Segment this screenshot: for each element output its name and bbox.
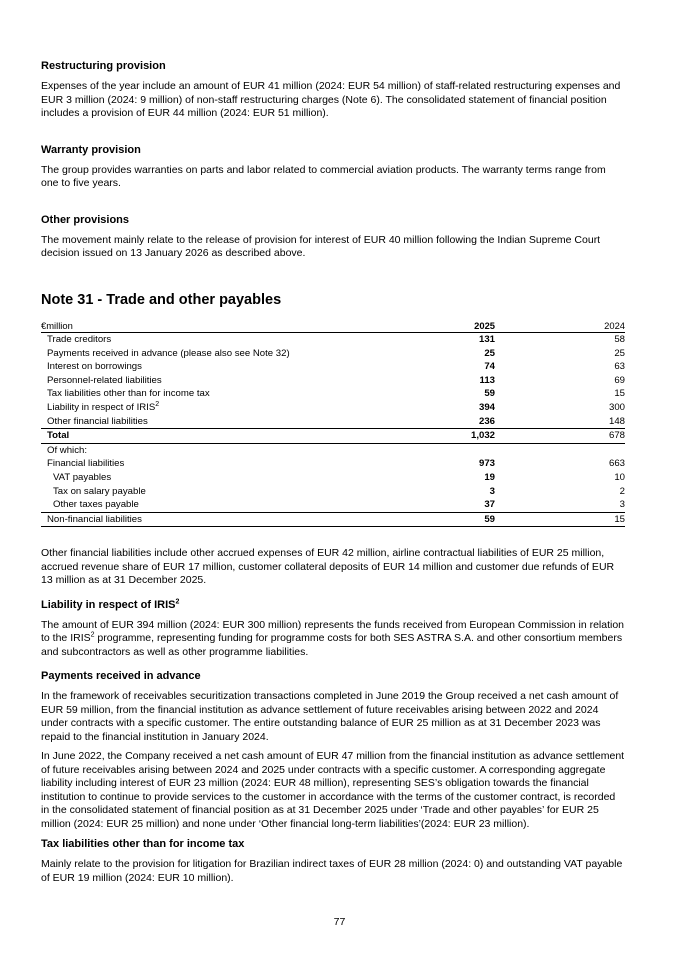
warranty-section [41,143,626,191]
row-2024: 2 [619,485,625,497]
row-2025: 74 [484,361,495,373]
table-row [41,333,625,347]
table-row [41,471,625,485]
row-2025: 37 [484,499,495,511]
table-header-row [41,319,625,333]
row-label: Payments received in advance (please also see Note 32) [47,347,290,359]
header-2025: 2025 [415,319,545,333]
empty-cell [415,443,545,457]
advance-section [41,669,626,831]
other-provisions-text: The movement mainly relate to the release of provision for interest of EUR 40 million following the Indian Supreme Court decision issued on 13 January 2026 as described above. [41,233,601,259]
table-row [41,387,625,401]
row-2025: 394 [478,402,495,414]
row-2025: 59 [484,388,495,400]
row-2024: 663 [608,458,625,470]
row-2024: 25 [614,347,625,359]
row-2024: 148 [608,415,625,427]
iris-heading-text: Liability in respect of IRIS [41,598,176,611]
row-label: Tax on salary payable [53,485,146,497]
page-number: 77 [333,916,346,928]
restructuring-section [41,59,626,121]
advance-heading: Payments received in advance [41,670,201,683]
table-row [41,374,625,388]
restructuring-text: Expenses of the year include an amount of EUR 41 million (2024: EUR 54 million) of staff-related restructuring expenses and EUR 3 million (2024: 9 million) of non-staff restructuring charges (Note 6). The consolidated statement of financial position includes a provision of EUR 44 million (2024: EUR 51 million). [41,80,621,119]
table-row [41,360,625,374]
iris-text [41,619,626,660]
row-2024: 15 [545,512,625,527]
restructuring-heading: Restructuring provision [41,60,166,72]
total-label: Total [41,429,415,444]
of-which-label: Of which: [47,444,87,456]
row-2025: 59 [415,512,545,527]
tax-liabilities-section [41,837,626,885]
row-2024: 69 [614,374,625,386]
advance-text-2: In June 2022, the Company received a net cash amount of EUR 47 million from the financial institution as advance settlement of future receivables arising between 2024 and 2025 under contracts with a specific customer. A corresponding aggregate liability including interest of EUR 23 million (2024: EUR 48 million), representing SES’s obligation towards the financial institution to continue to provide services to the customer in accordance with the terms of the customer contract, is recorded in the consolidated statement of financial position as at 31 December 2025 under ‘Trade and other payables’ for EUR 25 million (2024: EUR 25 million) and none under ‘Other financial long-term liabilities’(2024: EUR 23 million). [41,750,625,830]
row-label [41,401,415,415]
row-2025: 25 [484,347,495,359]
tax-liabilities-text: Mainly relate to the provision for litigation for Brazilian indirect taxes of EUR 28 million (2024: 0) and outstanding VAT payable of EUR 19 million (2024: EUR 10 million). [41,858,623,884]
iris-section [41,598,626,660]
table-row [41,401,625,415]
row-label: Trade creditors [47,334,112,346]
row-2024: 3 [619,499,625,511]
iris-text-a: The amount of EUR 394 million (2024: EUR 300 million) represents the funds received from European Commission in relation to the IRIS [41,618,625,645]
row-2025: 3 [489,485,495,497]
row-2024: 63 [614,361,625,373]
row-label: Interest on borrowings [47,361,142,373]
row-2024: 300 [608,402,625,414]
table-row [41,498,625,512]
row-label: Personnel-related liabilities [47,374,162,386]
tax-liabilities-heading: Tax liabilities other than for income tax [41,838,245,851]
row-label: Other taxes payable [53,499,139,511]
row-2024: 58 [614,334,625,346]
other-provisions-section [41,213,626,261]
row-label: Other financial liabilities [47,415,148,427]
total-2025: 1,032 [415,429,545,444]
iris-row-superscript: 2 [155,400,160,408]
row-2024: 10 [614,472,625,484]
table-row [41,485,625,499]
row-2025: 131 [478,334,495,346]
advance-text-1: In the framework of receivables securitization transactions completed in June 2019 the Group received a net cash amount of EUR 59 million, from the financial institution as advance settlement of future receivables arising between 2022 and 2024 under contracts with a specific customer. The entire outstanding balance of EUR 25 million as at 31 December 2023 was repaid to the financial institution in January 2024. [41,690,619,743]
other-provisions-heading: Other provisions [41,213,130,226]
iris-text-superscript: 2 [90,631,95,639]
row-2025: 113 [479,374,495,386]
header-2024: 2024 [545,319,625,333]
row-label: Financial liabilities [47,458,125,470]
other-financial-liabilities-text: Other financial liabilities include other accrued expenses of EUR 42 million, airline contractual liabilities of EUR 25 million, accrued revenue share of EUR 17 million, customer collateral deposits of EUR 14 million and customer due refunds of EUR 13 million as at 31 December 2025. [41,547,615,587]
payables-table [41,319,625,528]
document-page [41,59,626,885]
row-label: VAT payables [53,472,112,484]
table-row [41,457,625,471]
warranty-text: The group provides warranties on parts and labor related to commercial aviation products. The warranty terms range from one to five years. [41,163,606,189]
row-2025: 236 [478,415,495,427]
table-row [41,512,625,527]
row-2024: 15 [614,388,625,400]
iris-row-text: Liability in respect of IRIS [47,402,156,414]
row-label: Tax liabilities other than for income tax [47,388,210,400]
iris-heading-superscript: 2 [175,598,180,606]
iris-heading [41,598,626,612]
table-row [41,415,625,429]
header-label: €million [41,319,415,333]
total-row [41,429,625,444]
empty-cell [545,443,625,457]
iris-text-b: programme, representing funding for programme costs for both SES ASTRA S.A. and other consortium members and subcontractors as well as other programme liabilities. [41,632,623,658]
of-which-row [41,443,625,457]
row-2025: 19 [484,472,495,484]
row-label: Non-financial liabilities [41,512,415,527]
note31-title: Note 31 - Trade and other payables [41,291,282,308]
row-2025: 973 [478,458,495,470]
total-2024: 678 [545,429,625,444]
warranty-heading: Warranty provision [41,143,141,156]
table-row [41,347,625,361]
